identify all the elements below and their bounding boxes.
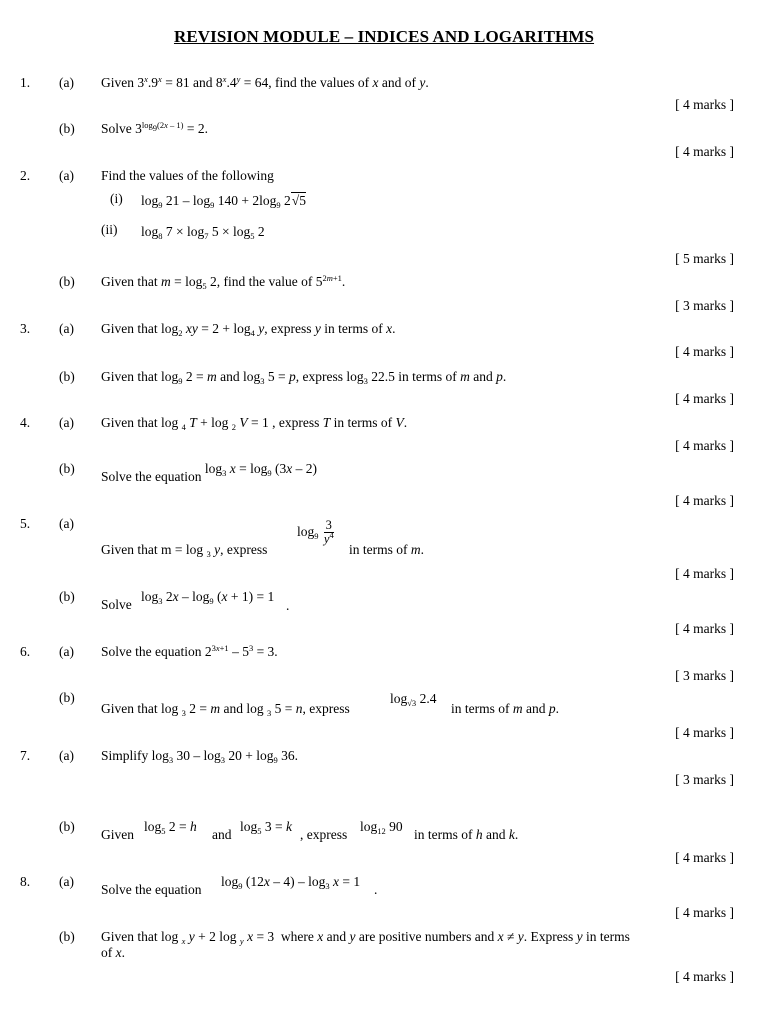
question-text: Given <box>101 827 134 842</box>
part-label: (b) <box>59 369 75 384</box>
question-text: $\log_5 2 = h$ <box>144 819 197 836</box>
part-label: (b) <box>59 274 75 289</box>
question-text: $\log_9 (12x - 4) - \log_3 x = 1$ <box>221 874 361 891</box>
punctuation: . <box>374 882 378 897</box>
question-text: Given that $\log_2$ xy = $2 + \log_4 y$, express y in terms of x. <box>101 321 396 338</box>
question-text: $\log_{12} 90$ <box>360 819 403 836</box>
part-label: (a) <box>59 644 74 659</box>
question-number: 4. <box>20 415 31 430</box>
marks-label: [ 3 marks ] <box>675 668 734 683</box>
question-number: 8. <box>20 874 31 889</box>
question-text: and <box>212 827 232 842</box>
part-label: (b) <box>59 121 75 136</box>
part-label: (b) <box>59 589 75 604</box>
part-label: (b) <box>59 690 75 705</box>
question-text: $\log_{√3} 2.4$ <box>390 691 437 708</box>
marks-label: [ 4 marks ] <box>675 621 734 636</box>
question-text: Given that log $_4$ T + log $_2$ V = 1 , express T in terms of V. <box>101 415 408 432</box>
question-text: Given that $m = \log_5 2$, find the value of $5^{2m+1}$. <box>101 273 346 291</box>
question-text: in terms of m and p. <box>451 701 559 716</box>
question-text: Given that log $_3$ 2 = m and log $_3$ 5 = n, express <box>101 701 350 718</box>
question-text: Solve the equation $\log_3 x = \log_9 (3x - 2)$ <box>101 461 317 484</box>
marks-label: [ 4 marks ] <box>675 493 734 508</box>
part-label: (a) <box>59 748 74 763</box>
question-text: Solve the equation <box>101 882 202 897</box>
marks-label: [ 4 marks ] <box>675 438 734 453</box>
subpart-label: (i) <box>110 191 123 206</box>
marks-label: [ 4 marks ] <box>675 391 734 406</box>
question-number: 7. <box>20 748 31 763</box>
part-label: (b) <box>59 929 75 944</box>
question-number: 3. <box>20 321 31 336</box>
part-label: (a) <box>59 415 74 430</box>
part-label: (a) <box>59 75 74 90</box>
page-title: REVISION MODULE – INDICES AND LOGARITHMS <box>173 27 595 46</box>
question-text: Given that log $_x$ y + 2 log $_y$ x = 3 where x and y are positive numbers and x ≠ y. Express y in terms <box>101 929 630 946</box>
question-text: Find the values of the following <box>101 168 274 183</box>
question-text: of x. <box>101 945 125 960</box>
question-number: 6. <box>20 644 31 659</box>
question-text: Solve <box>101 597 132 612</box>
part-label: (a) <box>59 168 74 183</box>
marks-label: [ 5 marks ] <box>675 251 734 266</box>
question-text: $\log_9 21 - \log_9 140 + 2\log_9$ 2√5 <box>141 193 306 210</box>
marks-label: [ 3 marks ] <box>675 298 734 313</box>
marks-label: [ 3 marks ] <box>675 772 734 787</box>
question-text: $\log_9$ $\frac{3}{y^4}$ <box>297 518 334 547</box>
question-text: Solve the equation $2^{3x+1} - 5^3 = 3$. <box>101 643 278 659</box>
question-text: $\log_8 7 \times \log_7 5 \times \log_5 2$ <box>141 224 265 241</box>
question-text: , express <box>300 827 348 842</box>
question-number: 5. <box>20 516 31 531</box>
marks-label: [ 4 marks ] <box>675 725 734 740</box>
question-text: Solve $3^{log_9(2x - 1)} = 2$. <box>101 120 208 136</box>
question-text: in terms of m. <box>349 542 424 557</box>
question-text: Simplify $\log_3 30 - \log_3 20 + \log_9 36$. <box>101 748 299 765</box>
part-label: (b) <box>59 461 75 476</box>
marks-label: [ 4 marks ] <box>675 144 734 159</box>
part-label: (a) <box>59 321 74 336</box>
marks-label: [ 4 marks ] <box>675 969 734 984</box>
question-text: $\log_5 3 = k$ <box>240 819 293 836</box>
marks-label: [ 4 marks ] <box>675 905 734 920</box>
part-label: (a) <box>59 516 74 531</box>
question-text: Given that m = log $_3$ y, express <box>101 542 268 559</box>
part-label: (a) <box>59 874 74 889</box>
subpart-label: (ii) <box>101 222 118 237</box>
question-text: $\log_3 2x - \log_9 (x + 1) = 1$ <box>141 589 275 606</box>
question-number: 2. <box>20 168 31 183</box>
question-text: Given that $\log_9 2 = m$ and $\log_3 5 = p$, express $\log_3 22.5$ in terms of m and p. <box>101 369 507 386</box>
part-label: (b) <box>59 819 75 834</box>
question-text: Given $3^x.9^x = 81$ and $8^x.4^y = 64$, find the values of x and of y. <box>101 74 429 90</box>
marks-label: [ 4 marks ] <box>675 97 734 112</box>
marks-label: [ 4 marks ] <box>675 566 734 581</box>
marks-label: [ 4 marks ] <box>675 344 734 359</box>
question-number: 1. <box>20 75 31 90</box>
punctuation: . <box>286 598 290 613</box>
marks-label: [ 4 marks ] <box>675 850 734 865</box>
question-text: in terms of h and k. <box>414 827 519 842</box>
